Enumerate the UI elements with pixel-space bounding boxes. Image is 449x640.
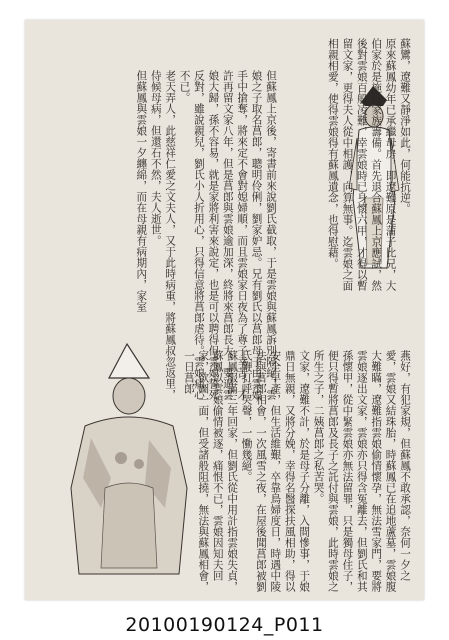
text-block-top-right: 蘇鸞，遼難又靜淨如此，何能抗逆。 原來蘇鳳幼年已承繼母房，即遼難原是蒲子比兄，大伯家於是施行家族籌備。首先退合蘇鳳上京應試，然後對雲娘百般凌難，幸雲娘時已身懷六甲，才得以暫留文家，更得夫人從中相護，向算無事。迄雲娘之面相親相愛，使得雲娘得有蘇鳳遺念，也得慰藉。	[326, 38, 411, 291]
text-block-top-left: 但蘇鳳上京後，寄書前來說劉氏截取，于是雲娘與蘇鳳訴別隔絕，雲娘之子取名菖郎，聰明伶俐，劉家妒忌。兄有劉氏以菖郎母子由雲娘手中搶奪，將來定不會對媳婦順，而且雲娘家日夜為了尊子幸苦，才許再留文家八年，但是菖郎與雲娘逾加深，終將來菖郎長大，要逼雲娘大歸，孫不容易，就是家將利害來說定，也是可以聘得但雲娘誓死反對，雖說親兒，劉氏小人折用心，只得信意將菖郎虐待。雲娘痛心不已。 老天弄人，此慈祥仁愛之文夫人，又于此時病重，將蘇鳳叔忽返里，侍候母病，但還石不然，夫人逝世。 但蘇鳳與雲娘一夕纏綿，而在母親有病期內，家室	[135, 70, 277, 400]
text-block-lower: 燕好，有犯家規，但蘇鳳不敢承認，奈何一夕之愛，雲娘又結珠胎，時蘇鳳已在追地蘆墓，雲娘腹大難瞞，遼難指雲娘偷情懷孕，無法雪家門，要將雲娘逐出文家，雲娘亦只得含冤離去，但劉氏和其孫懷甲，從中緊雲娘亦無法留罪，只是獨母住子，便只得暫將菖郎及長子之託付與雲娘，此時雲娘之所生之子，二姨菖郎之私苦哭。 文家，遼難不計，於是母子分離，入間慘事，于娘鼎日無親，又將分娩，幸得名醫探扶風相助，得以安全早產，但生活維艱，卒靠鳥婦度日，時遇中陵法與菖郎相會，一次風雪之夜，在屋後聞菖郎被劉氏鞭打呼哭聲，一慟幾絕。 蘇鳳服滿三年回家，但劉氏從中用計指雲娘失貞，蘇鳳以雲娘偷情被逐，痛恨不已，雲娘因知夫回家，欲圖一面，但受諸般阻撓，無法與蘇鳳相會，一日菖郎	[182, 350, 411, 592]
page-id-caption: 20100190124_P011	[125, 614, 324, 636]
scanned-page	[25, 20, 424, 600]
